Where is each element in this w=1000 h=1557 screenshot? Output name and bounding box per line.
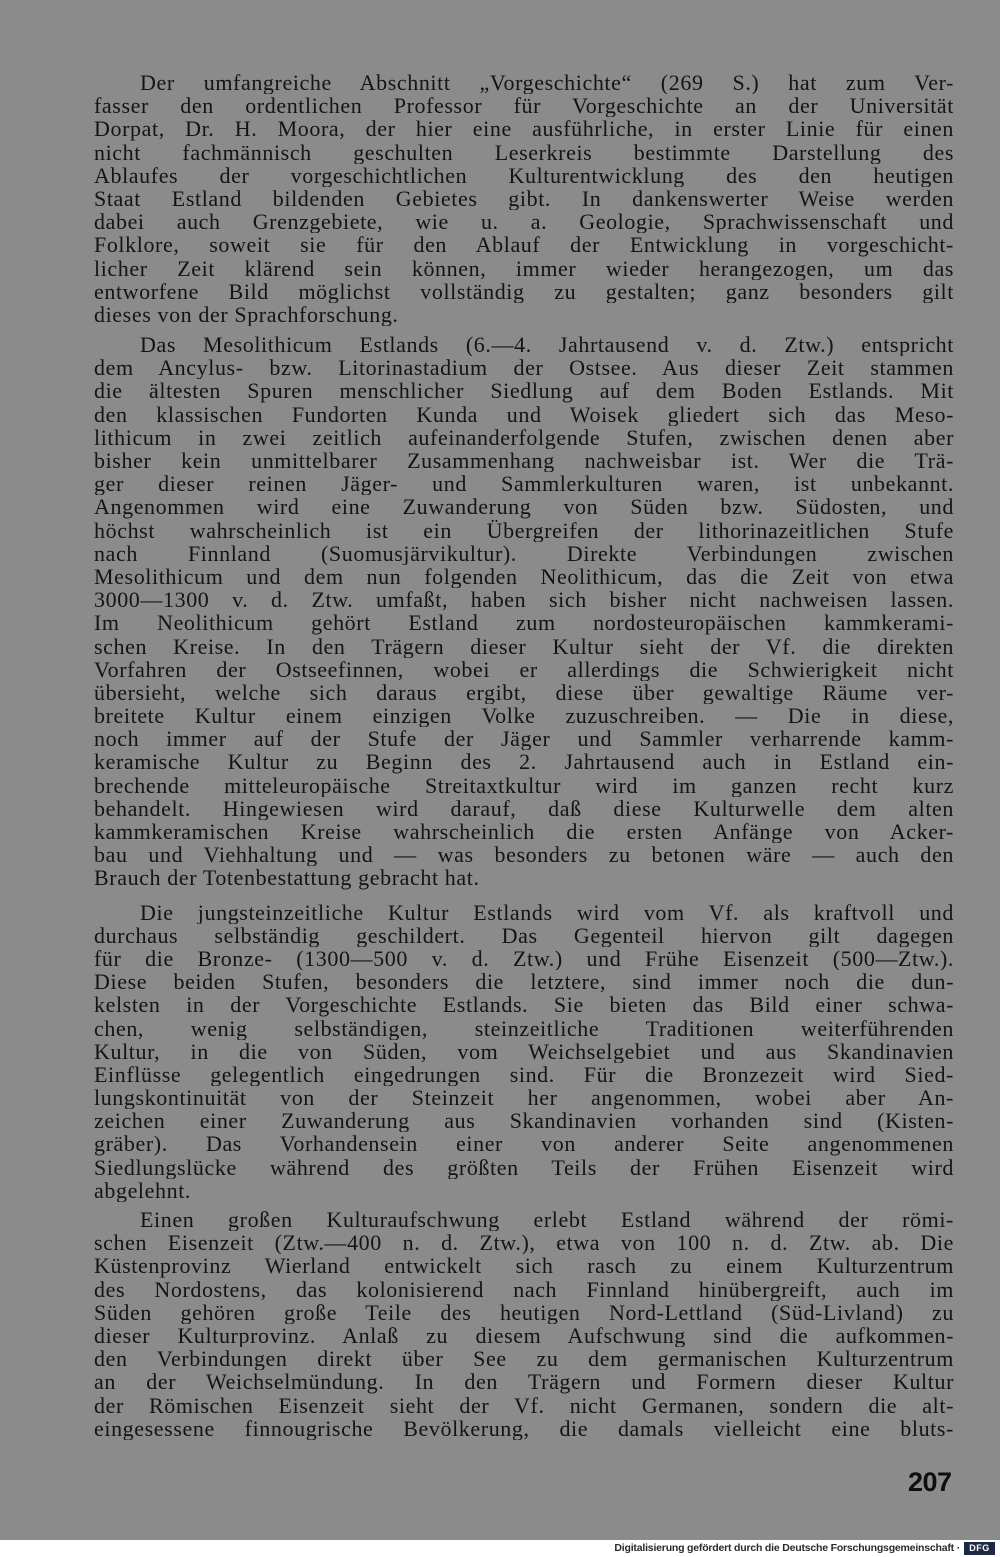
text-line: Im Neolithicum gehört Estland zum nordosteuropäischen kammkerami- [94,611,954,635]
page-number: 207 [908,1467,952,1497]
paragraph [94,1208,954,1440]
text-line: Einen großen Kulturaufschwung erlebt Estland während der römi- [140,1208,954,1232]
paragraph [94,333,954,890]
text-line: für die Bronze- (1300—500 v. d. Ztw.) und Frühe Eisenzeit (500—Ztw.). [94,946,954,971]
text-line: Das Mesolithicum Estlands (6.—4. Jahrtausend v. d. Ztw.) entspricht [140,333,954,357]
text-line: lungskontinuität von der Steinzeit her angenommen, wobei aber An- [94,1086,954,1110]
text-line: kammkeramischen Kreise wahrscheinlich die ersten Anfänge von Acker- [94,820,954,844]
text-line: den Verbindungen direkt über See zu dem germanischen Kulturzentrum [94,1347,954,1371]
text-line: zeichen einer Zuwanderung aus Skandinavien vorhanden sind (Kisten- [94,1109,954,1133]
text-line: Brauch der Totenbestattung gebracht hat. [94,866,480,890]
paragraph [94,71,954,326]
text-line: Ablaufes der vorgeschichtlichen Kulturentwicklung des den heutigen [94,163,954,187]
text-line: die ältesten Spuren menschlicher Siedlung auf dem Boden Estlands. Mit [94,379,954,403]
text-line: Mesolithicum und dem nun folgenden Neolithicum, das die Zeit von etwa [94,564,954,589]
footer-credit-text: Digitalisierung gefördert durch die Deutsche Forschungsgemeinschaft · [614,1542,960,1554]
text-line: breitete Kultur einem einzigen Volke zuzuschreiben. — Die in diese, [94,704,954,728]
footer-bar [0,1540,1000,1557]
text-line: gräber). Das Vorhandensein einer von anderer Seite angenommenen [94,1132,954,1156]
text-line: behandelt. Hingewiesen wird darauf, daß diese Kulturwelle dem alten [94,796,954,820]
text-line: Angenommen wird eine Zuwanderung von Süden bzw. Südosten, und [94,495,954,519]
text-line: höchst wahrscheinlich ist ein Übergreifen der lithorinazeitlichen Stufe [94,518,954,542]
text-line: dieses von der Sprachforschung. [94,302,399,327]
text-line: der Römischen Eisenzeit sieht der Vf. nicht Germanen, sondern die alt- [94,1393,954,1417]
text-line: fasser den ordentlichen Professor für Vorgeschichte an der Universität [94,94,954,118]
text-line: dabei auch Grenzgebiete, wie u. a. Geologie, Sprachwissenschaft und [94,210,954,234]
text-line: Vorfahren der Ostseefinnen, wobei er allerdings die Schwierigkeit nicht [94,657,954,681]
text-line: kelsten in der Vorgeschichte Estlands. Sie bieten das Bild einer schwa- [94,993,954,1017]
text-line: abgelehnt. [94,1178,192,1202]
text-line: 3000—1300 v. d. Ztw. umfaßt, haben sich bisher nicht nachweisen lassen. [94,588,954,612]
dfg-logo: DFG [964,1542,995,1555]
text-line: noch immer auf der Stufe der Jäger und Sammler verharrende kamm- [94,727,954,751]
text-line: Küstenprovinz Wierland entwickelt sich rasch zu einem Kulturzentrum [94,1254,954,1278]
text-line: Siedlungslücke während des größten Teils der Frühen Eisenzeit wird [94,1155,954,1179]
text-line: dem Ancylus- bzw. Litorinastadium der Ostsee. Aus dieser Zeit stammen [94,356,954,380]
text-line: ger dieser reinen Jäger- und Sammlerkulturen waren, ist unbekannt. [94,472,954,496]
text-line: brechende mitteleuropäische Streitaxtkultur wird im ganzen recht kurz [94,773,954,797]
text-line: übersieht, welche sich daraus ergibt, diese über gewaltige Räume ver- [94,680,954,705]
text-line: nach Finnland (Suomusjärvikultur). Direkte Verbindungen zwischen [94,541,954,565]
text-line: Süden gehören große Teile des heutigen Nord-Lettland (Süd-Livland) zu [94,1300,954,1324]
text-line: lithicum in zwei zeitlich aufeinanderfolgende Stufen, zwischen denen aber [94,425,954,449]
text-line: Folklore, soweit sie für den Ablauf der Entwicklung in vorgeschicht- [94,233,954,257]
text-line: durchaus selbständig geschildert. Das Gegenteil hiervon gilt dagegen [94,923,954,947]
text-line: bisher kein unmittelbarer Zusammenhang nachweisbar ist. Wer die Trä- [94,449,954,473]
text-line: entworfene Bild möglichst vollständig zu gestalten; ganz besonders gilt [94,279,954,303]
text-line: Staat Estland bildenden Gebietes gibt. In dankenswerter Weise werden [94,186,954,211]
text-line: nicht fachmännisch geschulten Leserkreis bestimmte Darstellung des [94,140,954,164]
text-line: chen, wenig selbständigen, steinzeitliche Traditionen weiterführenden [94,1016,954,1040]
text-line: schen Eisenzeit (Ztw.—400 n. d. Ztw.), etwa von 100 n. d. Ztw. ab. Die [94,1231,954,1255]
text-line: den klassischen Fundorten Kunda und Woisek gliedert sich das Meso- [94,402,954,426]
text-line: licher Zeit klärend sein können, immer wieder herangezogen, um das [94,256,954,280]
text-line: bau und Viehhaltung und — was besonders zu betonen wäre — auch den [94,843,954,867]
text-line: Dorpat, Dr. H. Moora, der hier eine ausführliche, in erster Linie für einen [94,117,954,141]
paragraph [94,901,954,1202]
text-line: Diese beiden Stufen, besonders die letztere, sind immer noch die dun- [94,970,954,994]
text-line: schen Kreise. In den Trägern dieser Kultur sieht der Vf. die direkten [94,634,954,658]
text-line: Der umfangreiche Abschnitt „Vorgeschichte“ (269 S.) hat zum Ver- [140,71,954,95]
text-line: keramische Kultur zu Beginn des 2. Jahrtausend auch in Estland ein- [94,750,954,774]
body-text [94,71,954,1440]
text-line: Einflüsse gelegentlich eingedrungen sind. Für die Bronzezeit wird Sied- [94,1062,954,1087]
text-line: an der Weichselmündung. In den Trägern und Formern dieser Kultur [94,1370,954,1394]
text-line: dieser Kulturprovinz. Anlaß zu diesem Aufschwung sind die aufkommen- [94,1323,954,1348]
text-line: Die jungsteinzeitliche Kultur Estlands wird vom Vf. als kraftvoll und [140,900,954,924]
text-line: des Nordostens, das kolonisierend nach Finnland hinübergreift, auch im [94,1277,954,1301]
text-line: eingesessene finnougrische Bevölkerung, die damals vielleicht eine bluts- [94,1416,954,1440]
text-line: Kultur, in die von Süden, vom Weichselgebiet und aus Skandinavien [94,1039,954,1063]
